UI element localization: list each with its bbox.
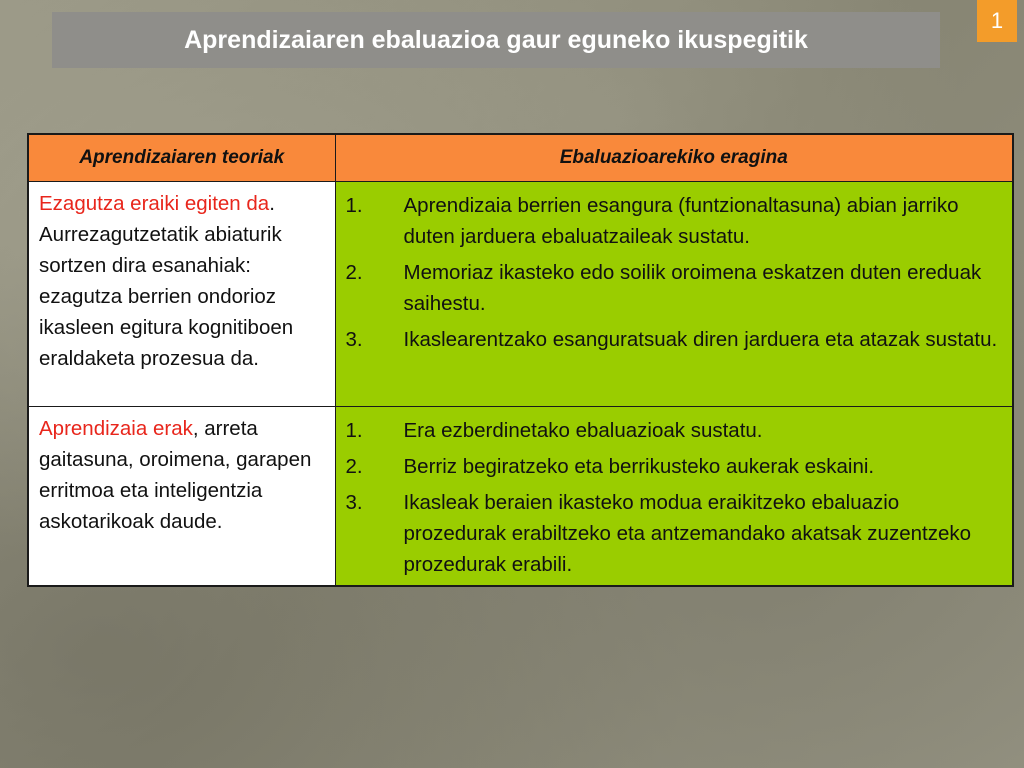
list-item [346,190,1005,252]
column-header-theories: Aprendizaiaren teoriak [28,134,335,182]
theory-highlight: Ezagutza eraiki egiten da [39,192,270,215]
table-header-row [28,134,1013,182]
column-header-effects: Ebaluazioarekiko eragina [335,134,1013,182]
theory-text: , arreta gaitasuna, oroimena, garapen erritmoa eta inteligentzia askotarikoak daude. [39,417,312,533]
effect-list [346,190,1005,355]
effect-cell [335,407,1013,587]
list-item [346,257,1005,319]
slide-title: Aprendizaiaren ebaluazioa gaur eguneko ikuspegitik [184,25,808,54]
comparison-table [27,133,1014,587]
item-text: Aprendizaia berrien esangura (funtzionaltasuna) abian jarriko duten jarduera ebaluatzaileak sustatu. [403,194,959,248]
table-row [28,182,1013,407]
effect-list [346,415,1005,580]
item-number: 2. [345,455,363,478]
item-number: 1. [345,419,363,442]
item-number: 2. [345,261,363,284]
list-item [346,451,1005,482]
item-number: 3. [345,491,363,514]
table-row [28,407,1013,587]
theory-cell [28,182,335,407]
effect-cell [335,182,1013,407]
theory-cell [28,407,335,587]
theory-highlight: Aprendizaia erak [39,417,193,440]
list-item [346,324,1005,355]
item-text: Ikasleak beraien ikasteko modua eraikitzeko ebaluazio prozedurak erabiltzeko eta antzemandako akatsak zuzentzeko prozedurak erabili. [403,491,972,576]
list-item [346,415,1005,446]
item-number: 1. [345,194,363,217]
item-text: Berriz begiratzeko eta berrikusteko aukerak eskaini. [403,455,875,478]
slide-number-badge: 1 [977,0,1017,42]
list-item [346,487,1005,580]
title-bar [52,12,940,68]
item-text: Ikaslearentzako esanguratsuak diren jarduera eta atazak sustatu. [403,328,998,351]
theory-text: . Aurrezagutzetatik abiaturik sortzen dira esanahiak: ezagutza berrien ondorioz ikasleen egitura kognitiboen eraldaketa prozesua da. [39,192,294,370]
item-text: Era ezberdinetako ebaluazioak sustatu. [403,419,763,442]
item-number: 3. [345,328,363,351]
item-text: Memoriaz ikasteko edo soilik oroimena eskatzen duten ereduak saihestu. [403,261,982,315]
